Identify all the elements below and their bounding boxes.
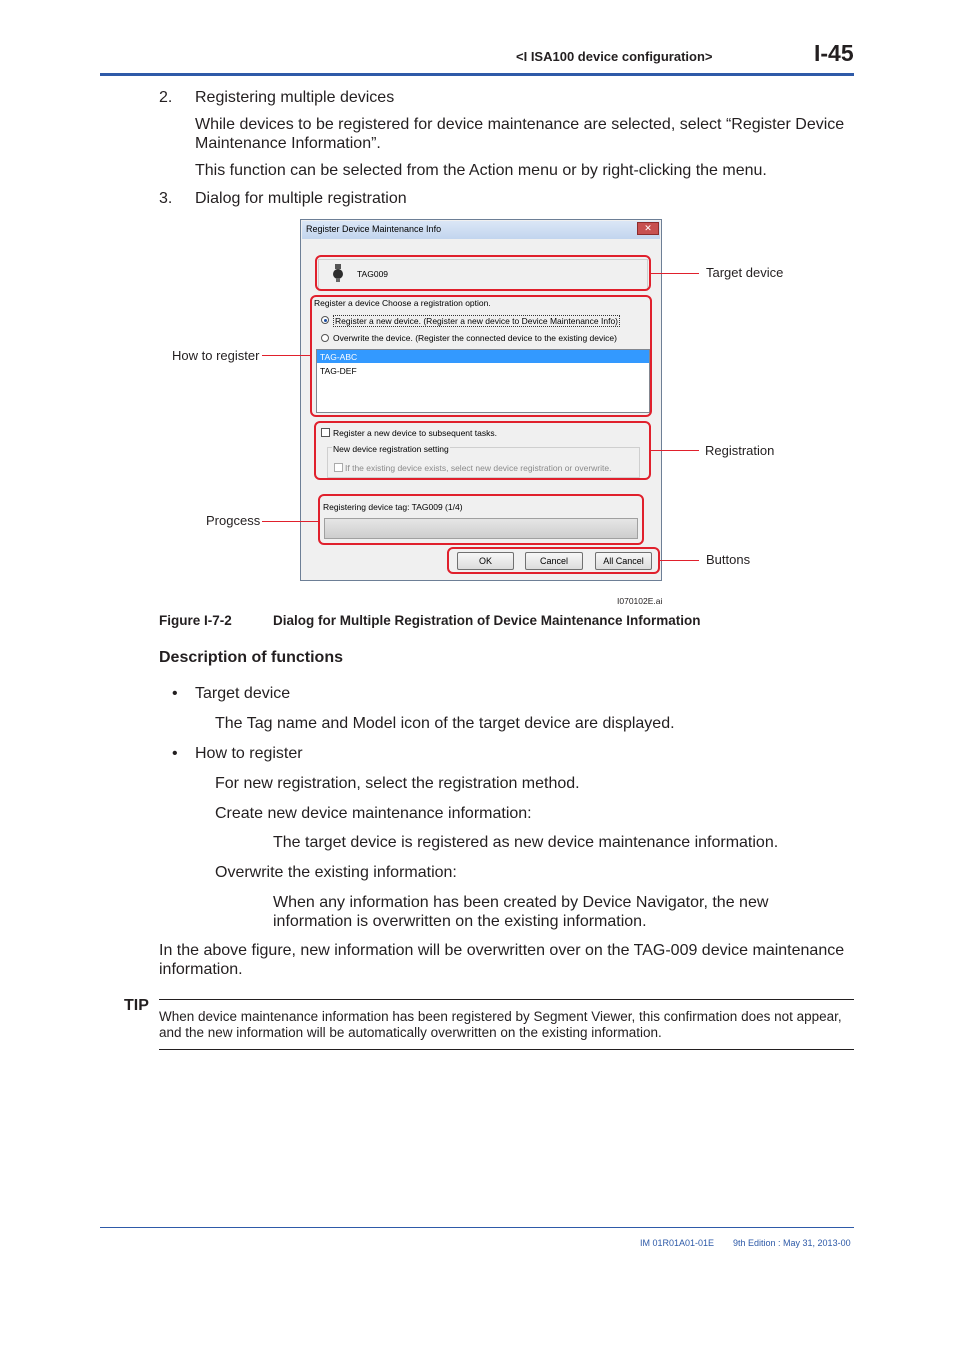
highlight-target-device [315, 255, 651, 291]
close-icon[interactable]: ✕ [637, 222, 659, 235]
tip-text: When device maintenance information has been registered by Segment Viewer, this confirmation does not appear, and the new information will be automatically overwritten on the existing information. [159, 1009, 842, 1040]
step-2-paragraph-2: This function can be selected from the Action menu or by right-clicking the menu. [195, 162, 767, 179]
bullet-how-to-register: How to register [195, 745, 303, 762]
figure-file-id: I070102E.ai [617, 596, 663, 606]
figure-number: Figure I-7-2 [159, 613, 232, 628]
progress-label: Registering device tag: TAG009 (1/4) [323, 502, 463, 512]
bullet-icon: • [172, 685, 178, 702]
figure-caption: Dialog for Multiple Registration of Device Maintenance Information [273, 613, 701, 628]
step-3-number: 3. [159, 190, 173, 207]
overwrite-text: When any information has been created by Device Navigator, the new information is overwritten on the existing information. [273, 894, 769, 930]
cancel-button[interactable]: Cancel [525, 552, 583, 570]
footer-doc-number: IM 01R01A01-01E [640, 1238, 715, 1248]
tip-label: TIP [124, 997, 149, 1014]
tip-rule-bottom [159, 1049, 854, 1050]
list-item[interactable]: TAG-DEF [320, 366, 357, 376]
highlight-progress [318, 494, 644, 545]
how-to-register-text: For new registration, select the registration method. [215, 775, 580, 792]
leader-target-device [651, 273, 699, 274]
page-number: I-45 [814, 40, 854, 66]
all-cancel-button[interactable]: All Cancel [595, 552, 652, 570]
ok-button[interactable]: OK [457, 552, 514, 570]
create-label: Create new device maintenance information: [215, 805, 532, 822]
leader-buttons [660, 560, 699, 561]
bullet-icon: • [172, 745, 178, 762]
leader-progress [262, 521, 318, 522]
radio-overwrite-label[interactable]: Overwrite the device. (Register the connected device to the existing device) [333, 333, 617, 343]
highlight-buttons [447, 547, 660, 574]
description-heading: Description of functions [159, 649, 343, 666]
callout-registration: Registration [705, 443, 775, 458]
callout-buttons: Buttons [706, 552, 751, 567]
bullet-target-device: Target device [195, 685, 291, 702]
section-title: <I ISA100 device configuration> [516, 49, 713, 64]
footer-rule [100, 1227, 854, 1228]
target-device-text: The Tag name and Model icon of the target device are displayed. [215, 715, 675, 732]
overwrite-label: Overwrite the existing information: [215, 864, 457, 881]
step-3-title: Dialog for multiple registration [195, 190, 407, 207]
header-rule [100, 73, 854, 76]
footer-edition: 9th Edition : May 31, 2013-00 [733, 1238, 851, 1248]
highlight-registration [314, 421, 651, 480]
callout-progress: Progcess [206, 513, 261, 528]
callout-target-device: Target device [706, 265, 784, 280]
create-text: The target device is registered as new device maintenance information. [273, 834, 779, 851]
step-2-paragraph-1: While devices to be registered for device maintenance are selected, select “Register Device Maintenance Information”. [195, 116, 845, 152]
tip-rule-top [159, 999, 854, 1000]
target-device-tag: TAG009 [357, 269, 389, 279]
step-2-title: Registering multiple devices [195, 89, 395, 106]
callout-how-to-register: How to register [172, 348, 260, 363]
checkbox-exists-label[interactable]: If the existing device exists, select new device registration or overwrite. [345, 463, 612, 473]
dialog-title: Register Device Maintenance Info [306, 224, 442, 234]
step-2-number: 2. [159, 89, 173, 106]
leader-how-to-register [262, 355, 310, 356]
register-group-label: Register a device Choose a registration option. [314, 298, 491, 308]
new-setting-label: New device registration setting [333, 444, 449, 454]
checkbox-subsequent-label[interactable]: Register a new device to subsequent tasks. [333, 428, 497, 438]
radio-register-new-label[interactable]: Register a new device. (Register a new device to Device Maintenance Info) [335, 316, 619, 326]
highlight-how-to-register [310, 295, 652, 417]
leader-registration [651, 450, 699, 451]
summary-text: In the above figure, new information will be overwritten over on the TAG-009 device maintenance information. [159, 942, 845, 978]
list-item[interactable]: TAG-ABC [320, 352, 358, 362]
